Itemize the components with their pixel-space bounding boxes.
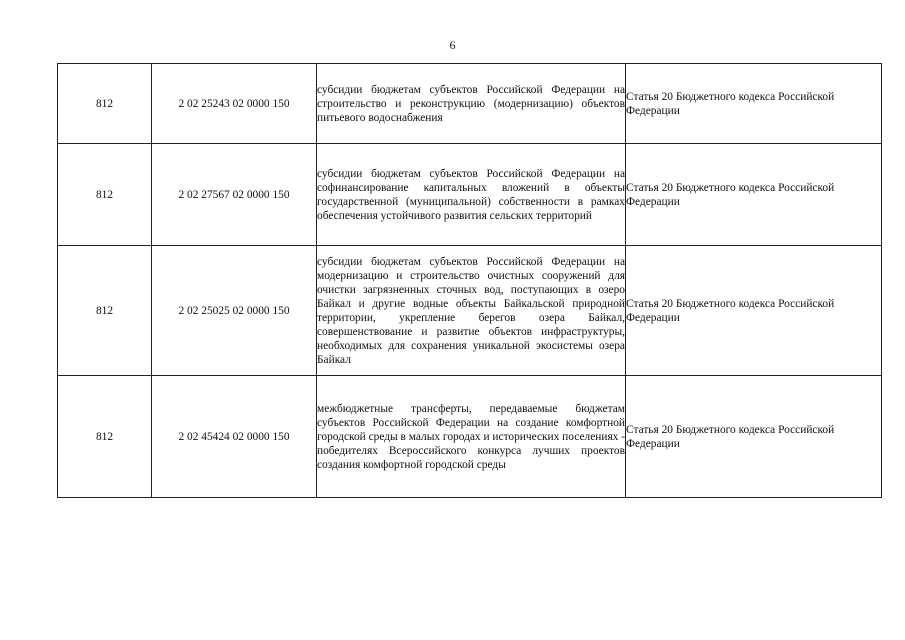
legal-basis-cell: Статья 20 Бюджетного кодекса Российской Федерации — [626, 376, 882, 498]
legal-basis-cell: Статья 20 Бюджетного кодекса Российской Федерации — [626, 64, 882, 144]
legal-basis-cell: Статья 20 Бюджетного кодекса Российской Федерации — [626, 246, 882, 376]
income-name-cell: субсидии бюджетам субъектов Российской Федерации на строительство и реконструкцию (модернизацию) объектов питьевого водоснабжения — [317, 64, 626, 144]
table-row — [58, 376, 882, 498]
legal-basis-cell: Статья 20 Бюджетного кодекса Российской Федерации — [626, 144, 882, 246]
table-row — [58, 144, 882, 246]
admin-code-cell: 812 — [58, 376, 152, 498]
income-code-cell: 2 02 25025 02 0000 150 — [152, 246, 317, 376]
income-code-cell: 2 02 27567 02 0000 150 — [152, 144, 317, 246]
table-row — [58, 64, 882, 144]
admin-code-cell: 812 — [58, 246, 152, 376]
income-name-cell: субсидии бюджетам субъектов Российской Федерации на софинансирование капитальных вложений в объекты государственной (муниципальной) собственности в рамках обеспечения устойчивого развития сельских территорий — [317, 144, 626, 246]
income-code-cell: 2 02 45424 02 0000 150 — [152, 376, 317, 498]
table-row — [58, 246, 882, 376]
income-name-cell: межбюджетные трансферты, передаваемые бюджетам субъектов Российской Федерации на создание комфортной городской среды в малых городах и исторических поселениях - победителях Всероссийского конкурса лучших проектов создания комфортной городской среды — [317, 376, 626, 498]
admin-code-cell: 812 — [58, 64, 152, 144]
page-number: 6 — [449, 38, 456, 52]
income-code-cell: 2 02 25243 02 0000 150 — [152, 64, 317, 144]
admin-code-cell: 812 — [58, 144, 152, 246]
budget-income-table — [57, 63, 882, 498]
income-name-cell: субсидии бюджетам субъектов Российской Федерации на модернизацию и строительство очистных сооружений для очистки загрязненных сточных вод, поступающих в озеро Байкал и другие водные объекты Байкальской природной территории, укрепление берегов озера Байкал, совершенствование и развитие объектов инфраструктуры, необходимых для сохранения уникальной экосистемы озера Байкал — [317, 246, 626, 376]
